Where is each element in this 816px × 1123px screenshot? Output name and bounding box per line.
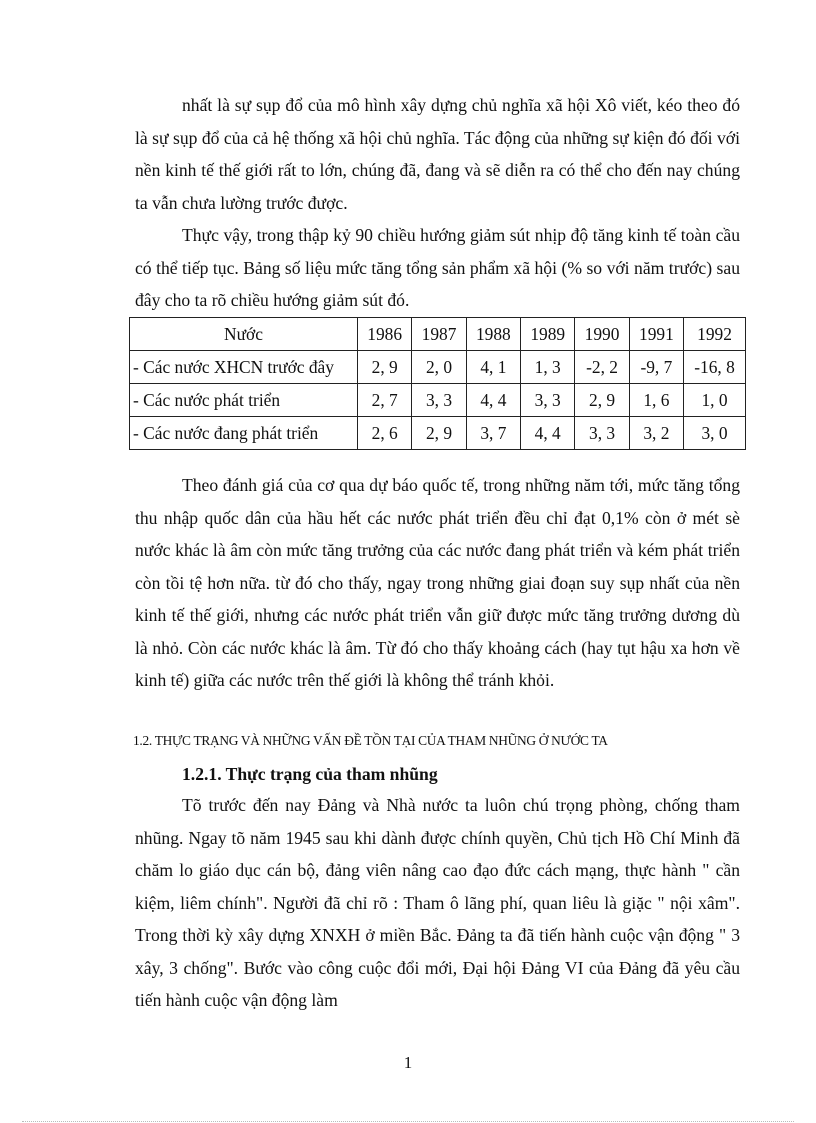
paragraph-forecast: Theo đánh giá của cơ qua dự báo quốc tế, trong những năm tới, mức tăng tổng thu nhập quốc dân của hầu hết các nước phát triển đều chỉ đạt 0,1% còn ở mét sè nước khác là âm còn mức tăng trưởng của các nước đang phát triển và kém phát triển còn tồi tệ hơn nữa. từ đó cho thấy, ngay trong những giai đoạn suy sụp nhất của nền kinh tế thế giới, nhưng các nước phát triển vẫn giữ được mức tăng trưởng dương dù là nhỏ. Còn các nước khác là âm. Từ đó cho thấy khoảng cách (hay tụt hậu xa hơn về kinh tế) giữa các nước trên thế giới là không thể tránh khỏi.: [135, 475, 740, 690]
table-header-row: [130, 318, 746, 351]
table-cell: -9, 7: [629, 351, 683, 384]
table-cell: 3, 7: [466, 417, 520, 450]
table-cell: 3, 0: [684, 417, 746, 450]
table-cell: 3, 3: [521, 384, 575, 417]
subsection-heading: 1.2.1. Thực trạng của tham nhũng: [182, 764, 438, 784]
table-cell: 4, 4: [521, 417, 575, 450]
table-header-year: 1988: [466, 318, 520, 351]
table-row-label: - Các nước XHCN trước đây: [130, 351, 358, 384]
table-cell: 2, 9: [358, 351, 412, 384]
table-header-year: 1987: [412, 318, 466, 351]
paragraph-corruption-history: Tõ trước đến nay Đảng và Nhà nước ta luôn chú trọng phòng, chống tham nhũng. Ngay tõ năm 1945 sau khi dành được chính quyền, Chủ tịch Hồ Chí Minh đã chăm lo giáo dục cán bộ, đảng viên nâng cao đạo đức cách mạng, thực hành " cần kiệm, liêm chính". Người đã chỉ rõ : Tham ô lãng phí, quan liêu là giặc " nội xâm". Trong thời kỳ xây dựng XNXH ở miền Bắc. Đảng ta đã tiến hành cuộc vận động " 3 xây, 3 chống". Bước vào công cuộc đổi mới, Đại hội Đảng VI của Đảng đã yêu cầu tiến hành cuộc vận động làm: [135, 795, 740, 1010]
table-header-year: 1991: [629, 318, 683, 351]
table-header-year: 1986: [358, 318, 412, 351]
table-row: [130, 417, 746, 450]
table-row-label: - Các nước phát triển: [130, 384, 358, 417]
table-row: [130, 351, 746, 384]
table-cell: 2, 9: [575, 384, 629, 417]
table-cell: 3, 3: [412, 384, 466, 417]
table-row-label: - Các nước đang phát triển: [130, 417, 358, 450]
page-number: 1: [403, 1053, 413, 1072]
paragraph-table-intro: Thực vậy, trong thập kỷ 90 chiều hướng giảm sút nhịp độ tăng kinh tế toàn cầu có thể tiếp tục. Bảng số liệu mức tăng tổng sản phẩm xã hội (% so với năm trước) sau đây cho ta rõ chiều hướng giảm sút đó.: [135, 225, 740, 310]
table-cell: 2, 9: [412, 417, 466, 450]
table-cell: 1, 6: [629, 384, 683, 417]
table-header-year: 1990: [575, 318, 629, 351]
section-heading: 1.2. THỰC TRẠNG VÀ NHỮNG VẤN ĐỀ TỒN TẠI CỦA THAM NHŨNG Ở NƯỚC TA: [133, 733, 608, 748]
table-header-country: Nước: [130, 318, 358, 351]
table-header-year: 1989: [521, 318, 575, 351]
table-cell: 2, 7: [358, 384, 412, 417]
table-cell: 3, 2: [629, 417, 683, 450]
table-cell: -2, 2: [575, 351, 629, 384]
table-cell: 2, 6: [358, 417, 412, 450]
growth-rate-table: [129, 317, 746, 450]
table-cell: -16, 8: [684, 351, 746, 384]
table-cell: 2, 0: [412, 351, 466, 384]
table-cell: 1, 3: [521, 351, 575, 384]
paragraph-intro: nhất là sự sụp đổ của mô hình xây dựng chủ nghĩa xã hội Xô viết, kéo theo đó là sự sụp đổ của cả hệ thống xã hội chủ nghĩa. Tác động của những sự kiện đó đối với nền kinh tế thế giới rất to lớn, chúng đã, đang và sẽ diễn ra có thể cho đến nay chúng ta vẫn chưa lường trước được.: [135, 95, 740, 213]
page-bottom-divider: [22, 1121, 794, 1122]
table-cell: 4, 1: [466, 351, 520, 384]
table-cell: 1, 0: [684, 384, 746, 417]
table-header-year: 1992: [684, 318, 746, 351]
table-cell: 3, 3: [575, 417, 629, 450]
table-row: [130, 384, 746, 417]
table-cell: 4, 4: [466, 384, 520, 417]
